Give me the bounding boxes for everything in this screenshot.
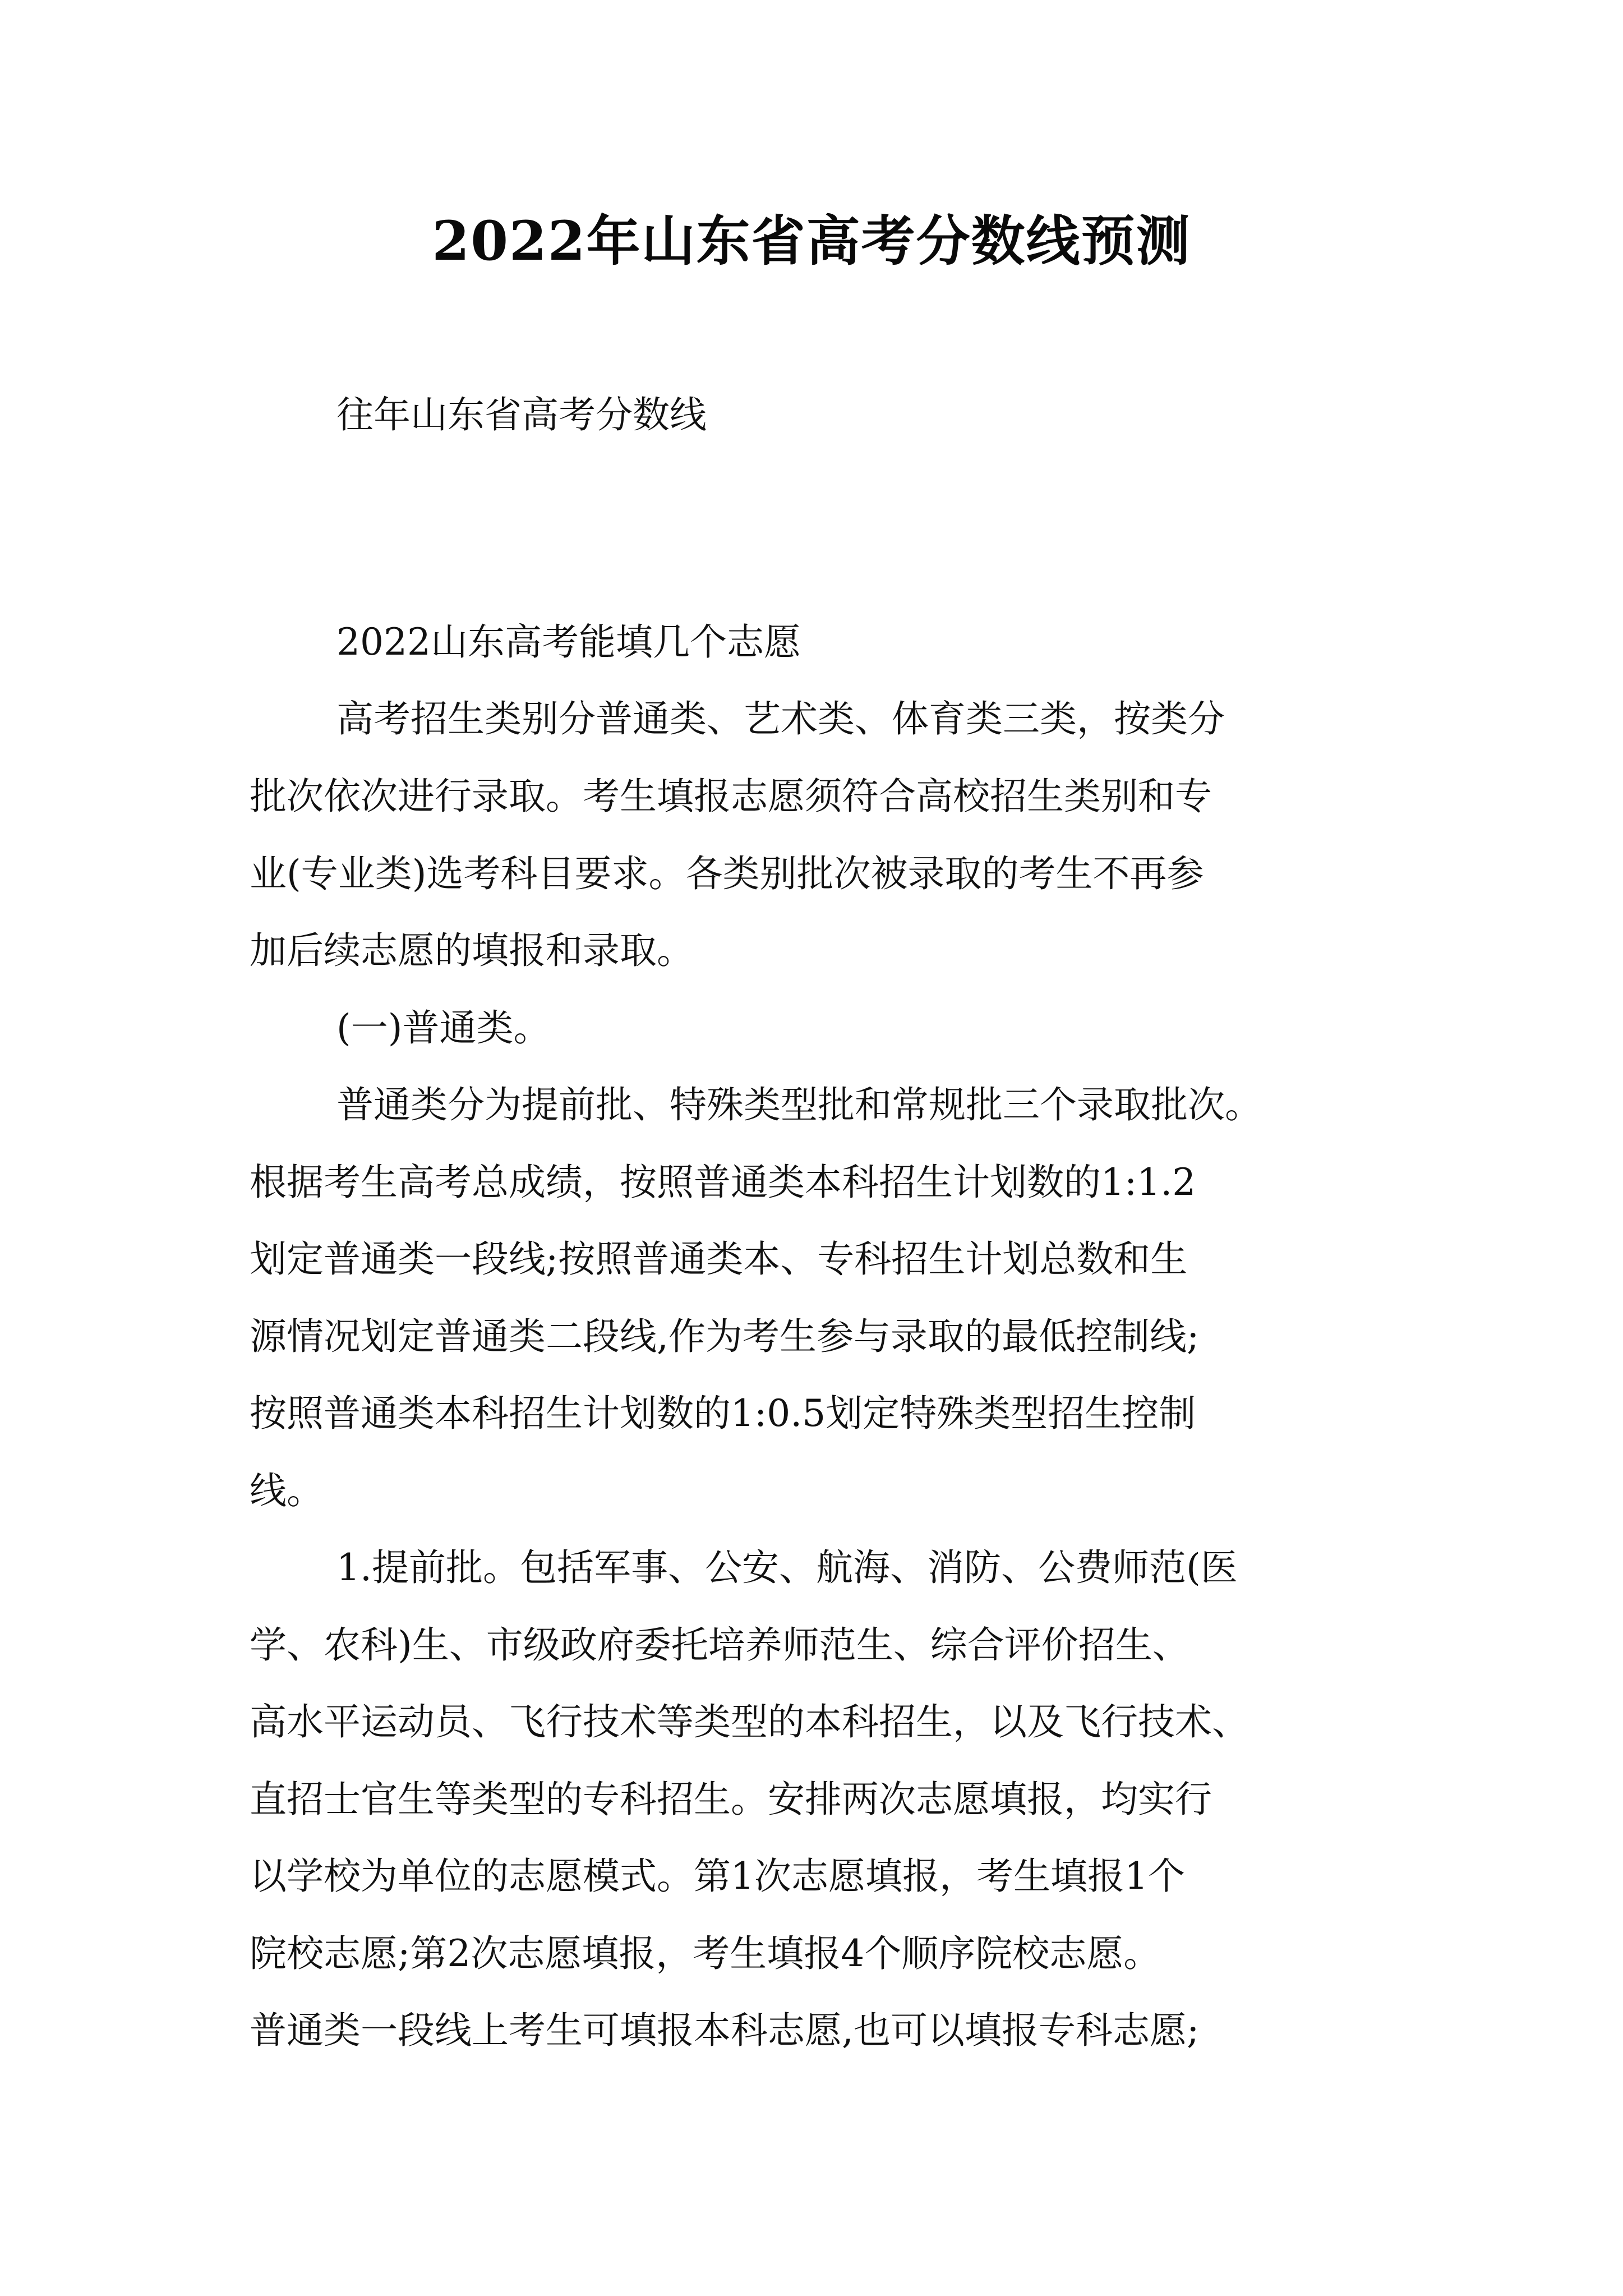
paragraph-line: 源情况划定普通类二段线,作为考生参与录取的最低控制线; bbox=[250, 1315, 1200, 1358]
paragraph-line: 高水平运动员、飞行技术等类型的本科招生，以及飞行技术、 bbox=[250, 1700, 1249, 1743]
paragraph-line: 按照普通类本科招生计划数的1:0.5划定特殊类型招生控制 bbox=[250, 1392, 1196, 1435]
section-heading-general: (一)普通类。 bbox=[336, 1006, 551, 1050]
paragraph-line: 加后续志愿的填报和录取。 bbox=[250, 929, 694, 972]
paragraph-line: 普通类一段线上考生可填报本科志愿,也可以填报专科志愿; bbox=[250, 2009, 1200, 2052]
paragraph-line: 院校志愿;第2次志愿填报，考生填报4个顺序院校志愿。 bbox=[250, 1932, 1161, 1975]
paragraph-line: 普通类分为提前批、特殊类型批和常规批三个录取批次。 bbox=[336, 1083, 1262, 1126]
paragraph-line: 批次依次进行录取。考生填报志愿须符合高校招生类别和专 bbox=[250, 775, 1212, 818]
document-title: 2022年山东省高考分数线预测 bbox=[432, 209, 1191, 273]
paragraph-line: 根据考生高考总成绩，按照普通类本科招生计划数的1:1.2 bbox=[250, 1161, 1196, 1204]
paragraph-line: 业(专业类)选考科目要求。各类别批次被录取的考生不再参 bbox=[250, 852, 1204, 895]
paragraph-line: 以学校为单位的志愿模式。第1次志愿填报，考生填报1个 bbox=[250, 1855, 1185, 1898]
paragraph-line: 高考招生类别分普通类、艺术类、体育类三类，按类分 bbox=[336, 697, 1225, 740]
paragraph-line: 学、农科)生、市级政府委托培养师范生、综合评价招生、 bbox=[250, 1623, 1189, 1667]
paragraph-line: 直招士官生等类型的专科招生。安排两次志愿填报，均实行 bbox=[250, 1778, 1212, 1821]
paragraph-line: 划定普通类一段线;按照普通类本、专科招生计划总数和生 bbox=[250, 1237, 1188, 1281]
paragraph-line: 线。 bbox=[250, 1469, 324, 1512]
paragraph-line: 1.提前批。包括军事、公安、航海、消防、公费师范(医 bbox=[336, 1546, 1238, 1589]
section-heading-volunteers: 2022山东高考能填几个志愿 bbox=[336, 620, 801, 664]
section-heading-past-scores: 往年山东省高考分数线 bbox=[336, 393, 707, 436]
